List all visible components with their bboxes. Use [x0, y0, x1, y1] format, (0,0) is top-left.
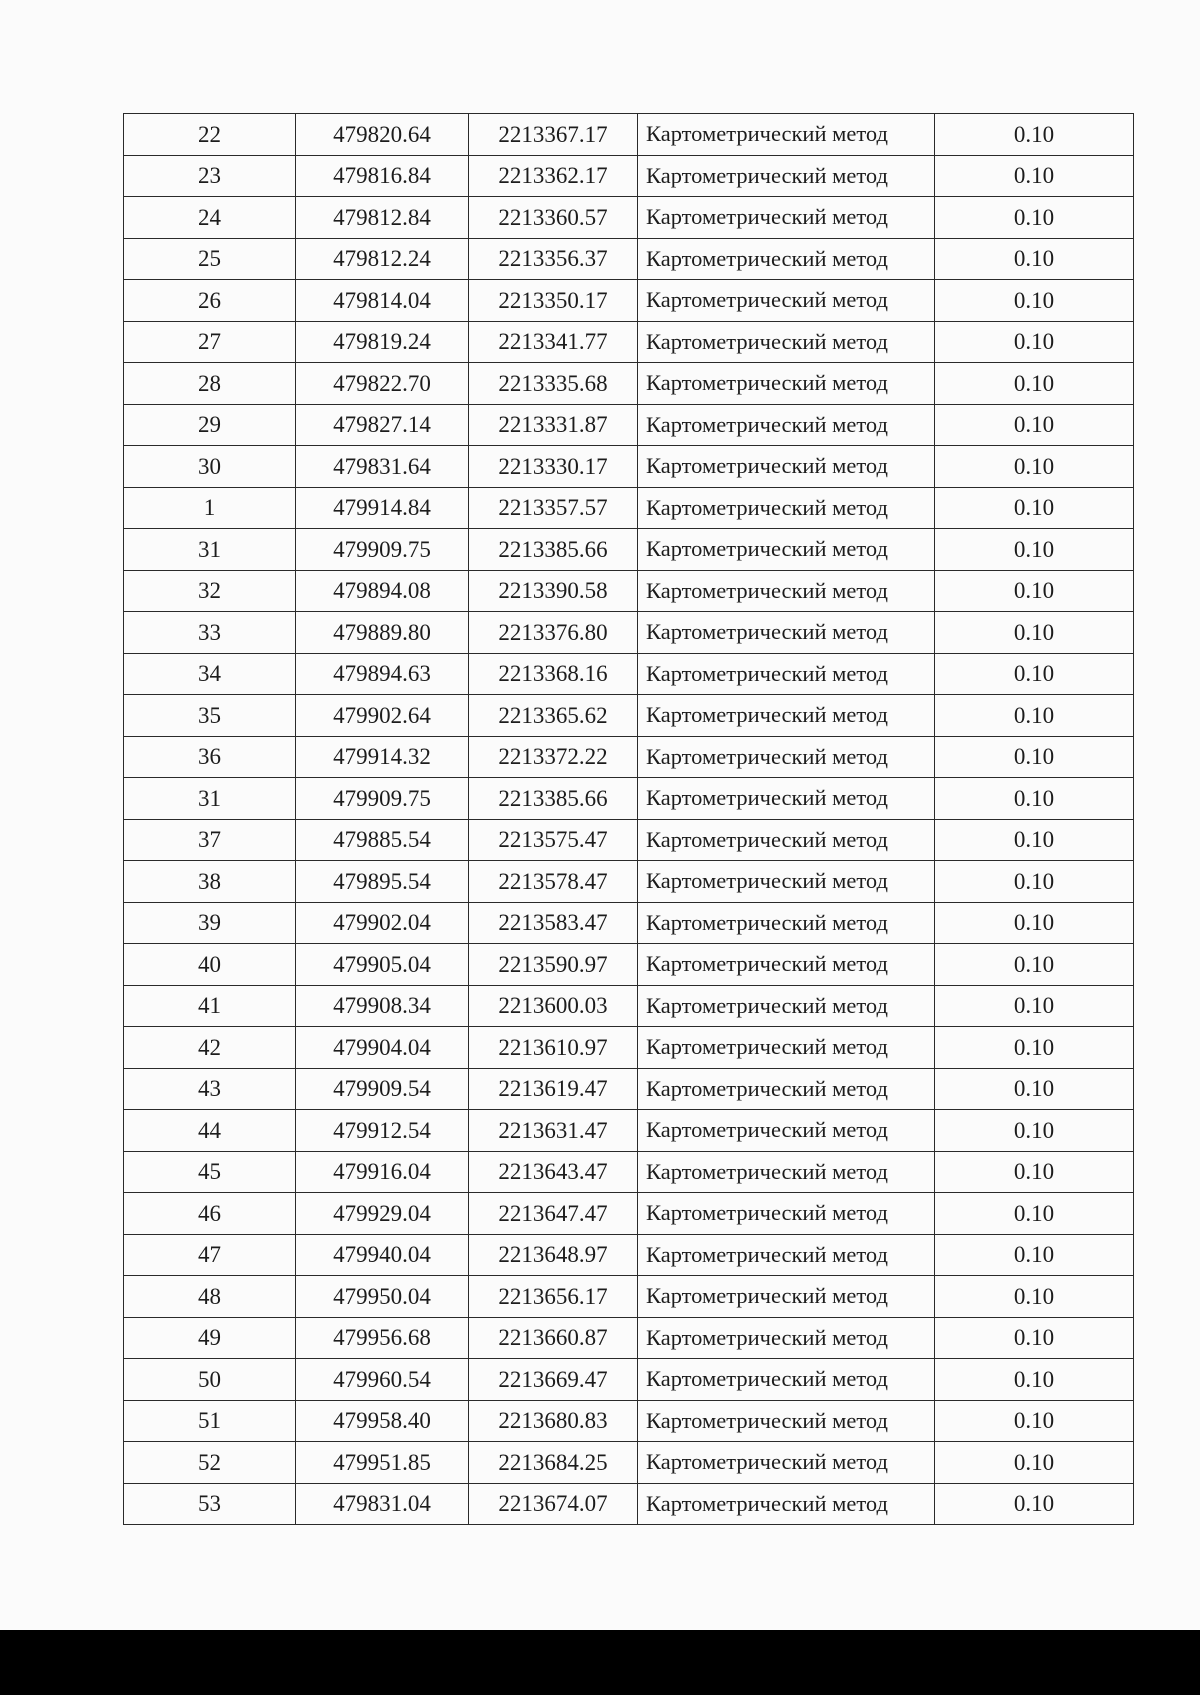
- accuracy-cell: 0.10: [935, 1359, 1134, 1401]
- table-row: [124, 1359, 1134, 1401]
- accuracy-cell: 0.10: [935, 1234, 1134, 1276]
- method-cell: Картометрический метод: [638, 321, 935, 363]
- y-coordinate-cell: 2213356.37: [469, 238, 638, 280]
- accuracy-cell: 0.10: [935, 653, 1134, 695]
- point-number-cell: 48: [124, 1276, 296, 1318]
- point-number-cell: 53: [124, 1483, 296, 1525]
- method-cell: Картометрический метод: [638, 1276, 935, 1318]
- table-row: [124, 1317, 1134, 1359]
- point-number-cell: 42: [124, 1027, 296, 1069]
- table-row: [124, 1400, 1134, 1442]
- accuracy-cell: 0.10: [935, 736, 1134, 778]
- method-cell: Картометрический метод: [638, 487, 935, 529]
- scan-border: [0, 1630, 1200, 1695]
- y-coordinate-cell: 2213350.17: [469, 280, 638, 322]
- method-cell: Картометрический метод: [638, 1234, 935, 1276]
- method-cell: Картометрический метод: [638, 114, 935, 156]
- method-cell: Картометрический метод: [638, 653, 935, 695]
- table-row: [124, 819, 1134, 861]
- y-coordinate-cell: 2213590.97: [469, 944, 638, 986]
- y-coordinate-cell: 2213385.66: [469, 778, 638, 820]
- accuracy-cell: 0.10: [935, 238, 1134, 280]
- accuracy-cell: 0.10: [935, 487, 1134, 529]
- table-row: [124, 114, 1134, 156]
- point-number-cell: 38: [124, 861, 296, 903]
- accuracy-cell: 0.10: [935, 321, 1134, 363]
- y-coordinate-cell: 2213631.47: [469, 1110, 638, 1152]
- x-coordinate-cell: 479960.54: [296, 1359, 469, 1401]
- table-row: [124, 1234, 1134, 1276]
- x-coordinate-cell: 479816.84: [296, 155, 469, 197]
- method-cell: Картометрический метод: [638, 280, 935, 322]
- y-coordinate-cell: 2213660.87: [469, 1317, 638, 1359]
- table-row: [124, 487, 1134, 529]
- method-cell: Картометрический метод: [638, 1317, 935, 1359]
- accuracy-cell: 0.10: [935, 1442, 1134, 1484]
- y-coordinate-cell: 2213330.17: [469, 446, 638, 488]
- method-cell: Картометрический метод: [638, 1068, 935, 1110]
- x-coordinate-cell: 479951.85: [296, 1442, 469, 1484]
- point-number-cell: 41: [124, 985, 296, 1027]
- x-coordinate-cell: 479831.64: [296, 446, 469, 488]
- x-coordinate-cell: 479956.68: [296, 1317, 469, 1359]
- point-number-cell: 25: [124, 238, 296, 280]
- y-coordinate-cell: 2213341.77: [469, 321, 638, 363]
- y-coordinate-cell: 2213583.47: [469, 902, 638, 944]
- point-number-cell: 33: [124, 612, 296, 654]
- table-row: [124, 695, 1134, 737]
- coordinates-table: [123, 113, 1134, 1525]
- x-coordinate-cell: 479929.04: [296, 1193, 469, 1235]
- accuracy-cell: 0.10: [935, 1400, 1134, 1442]
- method-cell: Картометрический метод: [638, 861, 935, 903]
- x-coordinate-cell: 479958.40: [296, 1400, 469, 1442]
- x-coordinate-cell: 479820.64: [296, 114, 469, 156]
- method-cell: Картометрический метод: [638, 404, 935, 446]
- accuracy-cell: 0.10: [935, 944, 1134, 986]
- point-number-cell: 27: [124, 321, 296, 363]
- accuracy-cell: 0.10: [935, 570, 1134, 612]
- x-coordinate-cell: 479819.24: [296, 321, 469, 363]
- method-cell: Картометрический метод: [638, 363, 935, 405]
- accuracy-cell: 0.10: [935, 1193, 1134, 1235]
- point-number-cell: 31: [124, 778, 296, 820]
- x-coordinate-cell: 479902.04: [296, 902, 469, 944]
- x-coordinate-cell: 479914.84: [296, 487, 469, 529]
- point-number-cell: 34: [124, 653, 296, 695]
- x-coordinate-cell: 479827.14: [296, 404, 469, 446]
- x-coordinate-cell: 479895.54: [296, 861, 469, 903]
- point-number-cell: 1: [124, 487, 296, 529]
- accuracy-cell: 0.10: [935, 280, 1134, 322]
- x-coordinate-cell: 479916.04: [296, 1151, 469, 1193]
- table-row: [124, 1276, 1134, 1318]
- point-number-cell: 45: [124, 1151, 296, 1193]
- accuracy-cell: 0.10: [935, 363, 1134, 405]
- table-row: [124, 1068, 1134, 1110]
- x-coordinate-cell: 479909.75: [296, 778, 469, 820]
- accuracy-cell: 0.10: [935, 902, 1134, 944]
- accuracy-cell: 0.10: [935, 819, 1134, 861]
- point-number-cell: 43: [124, 1068, 296, 1110]
- y-coordinate-cell: 2213331.87: [469, 404, 638, 446]
- table-row: [124, 653, 1134, 695]
- accuracy-cell: 0.10: [935, 778, 1134, 820]
- method-cell: Картометрический метод: [638, 819, 935, 861]
- point-number-cell: 40: [124, 944, 296, 986]
- point-number-cell: 26: [124, 280, 296, 322]
- y-coordinate-cell: 2213674.07: [469, 1483, 638, 1525]
- y-coordinate-cell: 2213335.68: [469, 363, 638, 405]
- point-number-cell: 24: [124, 197, 296, 239]
- x-coordinate-cell: 479885.54: [296, 819, 469, 861]
- method-cell: Картометрический метод: [638, 736, 935, 778]
- x-coordinate-cell: 479889.80: [296, 612, 469, 654]
- table-row: [124, 1027, 1134, 1069]
- method-cell: Картометрический метод: [638, 1442, 935, 1484]
- x-coordinate-cell: 479831.04: [296, 1483, 469, 1525]
- table-row: [124, 363, 1134, 405]
- table-row: [124, 280, 1134, 322]
- table-row: [124, 446, 1134, 488]
- y-coordinate-cell: 2213656.17: [469, 1276, 638, 1318]
- y-coordinate-cell: 2213390.58: [469, 570, 638, 612]
- accuracy-cell: 0.10: [935, 155, 1134, 197]
- accuracy-cell: 0.10: [935, 1027, 1134, 1069]
- y-coordinate-cell: 2213367.17: [469, 114, 638, 156]
- accuracy-cell: 0.10: [935, 404, 1134, 446]
- table-row: [124, 1193, 1134, 1235]
- table-row: [124, 861, 1134, 903]
- table-row: [124, 321, 1134, 363]
- accuracy-cell: 0.10: [935, 1110, 1134, 1152]
- y-coordinate-cell: 2213376.80: [469, 612, 638, 654]
- y-coordinate-cell: 2213575.47: [469, 819, 638, 861]
- accuracy-cell: 0.10: [935, 1068, 1134, 1110]
- method-cell: Картометрический метод: [638, 1151, 935, 1193]
- method-cell: Картометрический метод: [638, 570, 935, 612]
- point-number-cell: 44: [124, 1110, 296, 1152]
- x-coordinate-cell: 479914.32: [296, 736, 469, 778]
- coordinates-table-body: [124, 114, 1134, 1525]
- table-row: [124, 404, 1134, 446]
- accuracy-cell: 0.10: [935, 446, 1134, 488]
- accuracy-cell: 0.10: [935, 1151, 1134, 1193]
- x-coordinate-cell: 479812.84: [296, 197, 469, 239]
- y-coordinate-cell: 2213578.47: [469, 861, 638, 903]
- method-cell: Картометрический метод: [638, 902, 935, 944]
- table-row: [124, 985, 1134, 1027]
- point-number-cell: 29: [124, 404, 296, 446]
- y-coordinate-cell: 2213647.47: [469, 1193, 638, 1235]
- table-row: [124, 1110, 1134, 1152]
- accuracy-cell: 0.10: [935, 861, 1134, 903]
- x-coordinate-cell: 479908.34: [296, 985, 469, 1027]
- y-coordinate-cell: 2213372.22: [469, 736, 638, 778]
- point-number-cell: 51: [124, 1400, 296, 1442]
- method-cell: Картометрический метод: [638, 1193, 935, 1235]
- method-cell: Картометрический метод: [638, 1483, 935, 1525]
- y-coordinate-cell: 2213368.16: [469, 653, 638, 695]
- method-cell: Картометрический метод: [638, 695, 935, 737]
- method-cell: Картометрический метод: [638, 612, 935, 654]
- y-coordinate-cell: 2213357.57: [469, 487, 638, 529]
- point-number-cell: 46: [124, 1193, 296, 1235]
- method-cell: Картометрический метод: [638, 1400, 935, 1442]
- accuracy-cell: 0.10: [935, 1317, 1134, 1359]
- y-coordinate-cell: 2213362.17: [469, 155, 638, 197]
- point-number-cell: 23: [124, 155, 296, 197]
- x-coordinate-cell: 479904.04: [296, 1027, 469, 1069]
- method-cell: Картометрический метод: [638, 985, 935, 1027]
- x-coordinate-cell: 479814.04: [296, 280, 469, 322]
- x-coordinate-cell: 479894.08: [296, 570, 469, 612]
- table-row: [124, 944, 1134, 986]
- accuracy-cell: 0.10: [935, 197, 1134, 239]
- method-cell: Картометрический метод: [638, 197, 935, 239]
- y-coordinate-cell: 2213643.47: [469, 1151, 638, 1193]
- point-number-cell: 52: [124, 1442, 296, 1484]
- point-number-cell: 22: [124, 114, 296, 156]
- y-coordinate-cell: 2213648.97: [469, 1234, 638, 1276]
- y-coordinate-cell: 2213385.66: [469, 529, 638, 571]
- y-coordinate-cell: 2213619.47: [469, 1068, 638, 1110]
- accuracy-cell: 0.10: [935, 529, 1134, 571]
- table-row: [124, 902, 1134, 944]
- y-coordinate-cell: 2213669.47: [469, 1359, 638, 1401]
- x-coordinate-cell: 479940.04: [296, 1234, 469, 1276]
- y-coordinate-cell: 2213684.25: [469, 1442, 638, 1484]
- table-row: [124, 155, 1134, 197]
- table-row: [124, 1483, 1134, 1525]
- point-number-cell: 49: [124, 1317, 296, 1359]
- x-coordinate-cell: 479909.75: [296, 529, 469, 571]
- table-row: [124, 529, 1134, 571]
- method-cell: Картометрический метод: [638, 446, 935, 488]
- point-number-cell: 31: [124, 529, 296, 571]
- accuracy-cell: 0.10: [935, 695, 1134, 737]
- method-cell: Картометрический метод: [638, 1110, 935, 1152]
- accuracy-cell: 0.10: [935, 985, 1134, 1027]
- table-row: [124, 1151, 1134, 1193]
- x-coordinate-cell: 479950.04: [296, 1276, 469, 1318]
- y-coordinate-cell: 2213365.62: [469, 695, 638, 737]
- point-number-cell: 50: [124, 1359, 296, 1401]
- accuracy-cell: 0.10: [935, 1276, 1134, 1318]
- point-number-cell: 28: [124, 363, 296, 405]
- accuracy-cell: 0.10: [935, 612, 1134, 654]
- x-coordinate-cell: 479812.24: [296, 238, 469, 280]
- accuracy-cell: 0.10: [935, 1483, 1134, 1525]
- y-coordinate-cell: 2213600.03: [469, 985, 638, 1027]
- point-number-cell: 32: [124, 570, 296, 612]
- accuracy-cell: 0.10: [935, 114, 1134, 156]
- x-coordinate-cell: 479905.04: [296, 944, 469, 986]
- point-number-cell: 30: [124, 446, 296, 488]
- y-coordinate-cell: 2213680.83: [469, 1400, 638, 1442]
- y-coordinate-cell: 2213360.57: [469, 197, 638, 239]
- point-number-cell: 47: [124, 1234, 296, 1276]
- x-coordinate-cell: 479912.54: [296, 1110, 469, 1152]
- table-row: [124, 197, 1134, 239]
- method-cell: Картометрический метод: [638, 778, 935, 820]
- table-row: [124, 570, 1134, 612]
- y-coordinate-cell: 2213610.97: [469, 1027, 638, 1069]
- table-row: [124, 238, 1134, 280]
- point-number-cell: 39: [124, 902, 296, 944]
- x-coordinate-cell: 479822.70: [296, 363, 469, 405]
- x-coordinate-cell: 479902.64: [296, 695, 469, 737]
- table-row: [124, 612, 1134, 654]
- method-cell: Картометрический метод: [638, 1027, 935, 1069]
- table-row: [124, 1442, 1134, 1484]
- x-coordinate-cell: 479909.54: [296, 1068, 469, 1110]
- table-row: [124, 778, 1134, 820]
- point-number-cell: 36: [124, 736, 296, 778]
- point-number-cell: 35: [124, 695, 296, 737]
- method-cell: Картометрический метод: [638, 238, 935, 280]
- method-cell: Картометрический метод: [638, 944, 935, 986]
- point-number-cell: 37: [124, 819, 296, 861]
- table-row: [124, 736, 1134, 778]
- method-cell: Картометрический метод: [638, 1359, 935, 1401]
- method-cell: Картометрический метод: [638, 529, 935, 571]
- method-cell: Картометрический метод: [638, 155, 935, 197]
- x-coordinate-cell: 479894.63: [296, 653, 469, 695]
